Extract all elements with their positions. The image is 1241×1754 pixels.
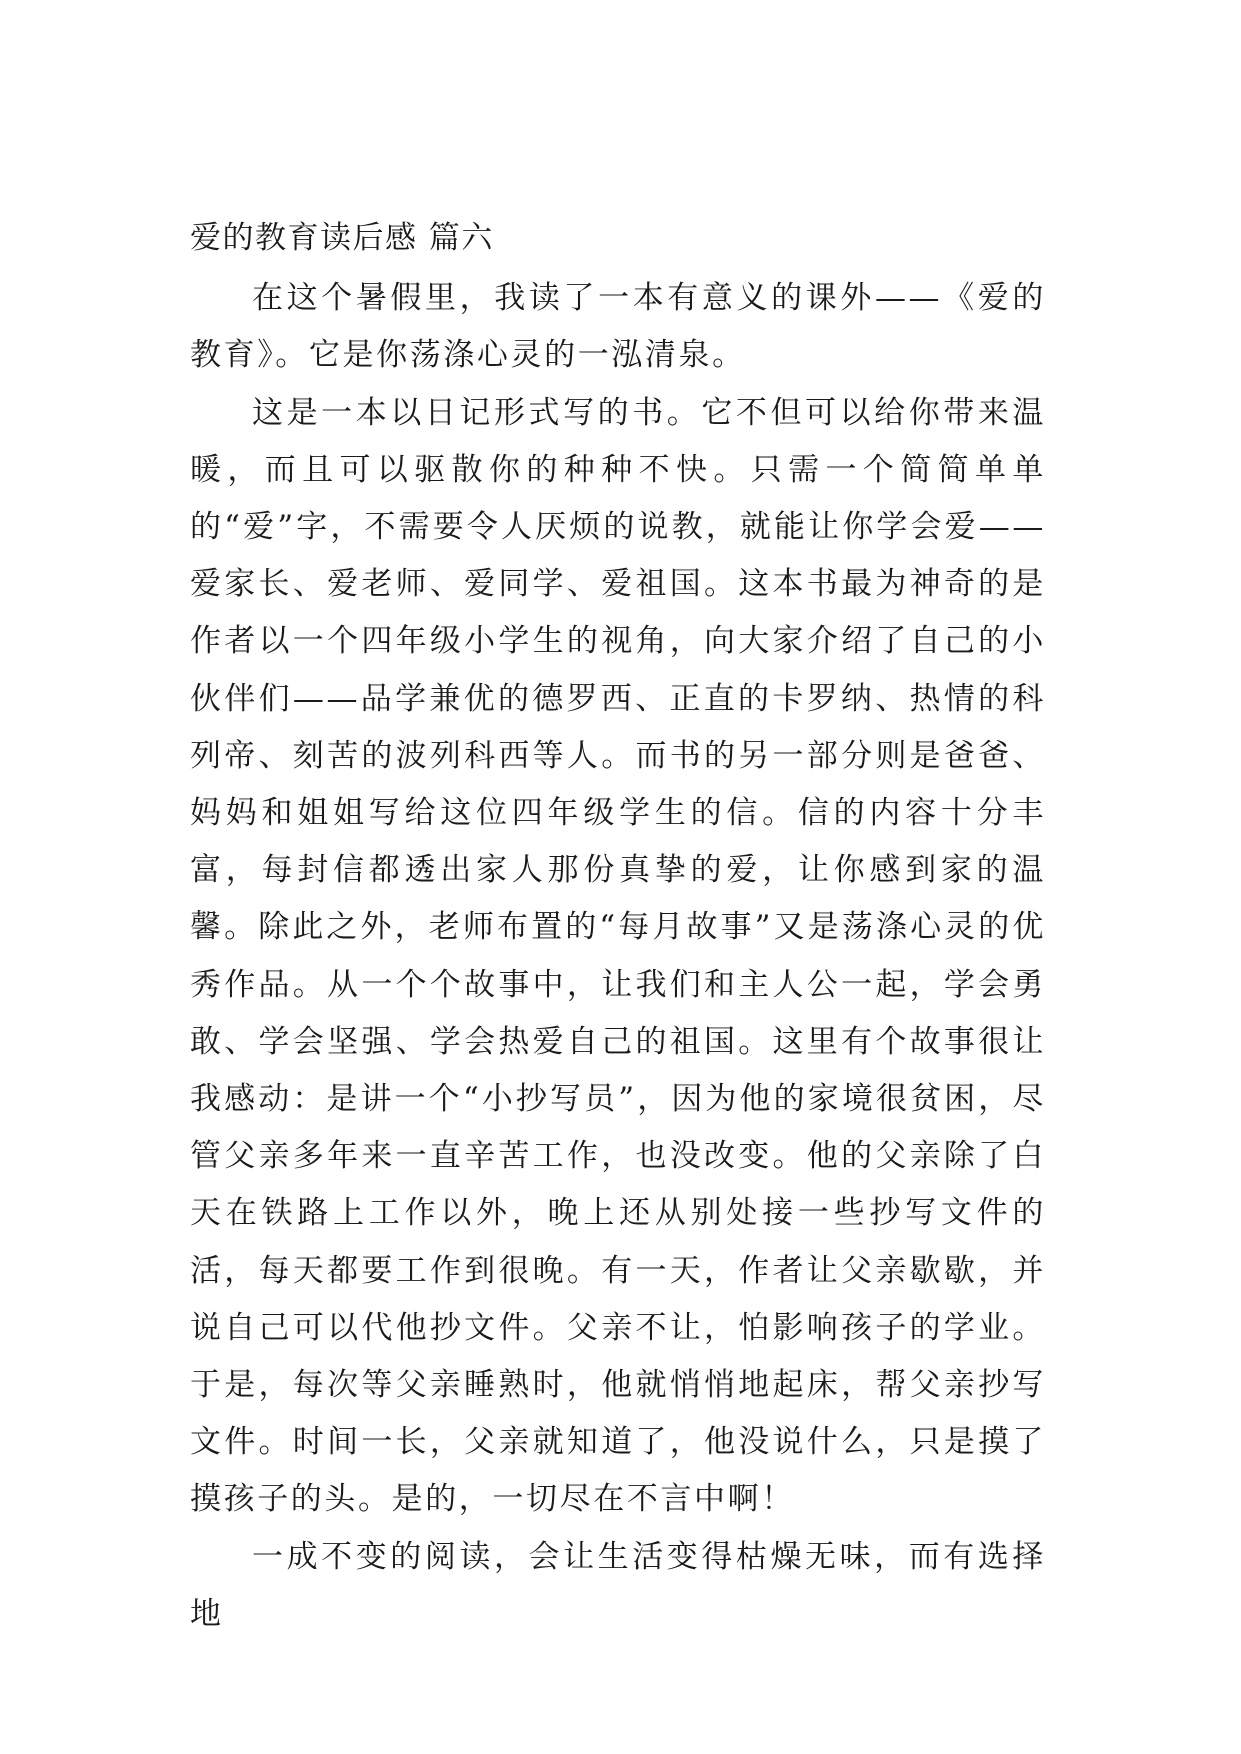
document-body [190, 210, 1046, 1643]
document-title: 爱的教育读后感 篇六 [190, 220, 494, 256]
paragraph-2: 这是一本以日记形式写的书。它不但可以给你带来温暖，而且可以驱散你的种种不快。只需一个简简单单的“爱”字，不需要令人厌烦的说教，就能让你学会爱——爱家长、爱老师、爱同学、爱祖国。这本书最为神奇的是作者以一个四年级小学生的视角，向大家介绍了自己的小伙伴们——品学兼优的德罗西、正直的卡罗纳、热情的科列帝、刻苦的波列科西等人。而书的另一部分则是爸爸、妈妈和姐姐写给这位四年级学生的信。信的内容十分丰富，每封信都透出家人那份真挚的爱，让你感到家的温馨。除此之外，老师布置的“每月故事”又是荡涤心灵的优秀作品。从一个个故事中，让我们和主人公一起，学会勇敢、学会坚强、学会热爱自己的祖国。这里有个故事很让我感动：是讲一个“小抄写员”，因为他的家境很贫困，尽管父亲多年来一直辛苦工作，也没改变。他的父亲除了白天在铁路上工作以外，晚上还从别处接一些抄写文件的活，每天都要工作到很晚。有一天，作者让父亲歇歇，并说自己可以代他抄文件。父亲不让，怕影响孩子的学业。于是，每次等父亲睡熟时，他就悄悄地起床，帮父亲抄写文件。时间一长，父亲就知道了，他没说什么，只是摸了摸孩子的头。是的，一切尽在不言中啊！ [190, 394, 1046, 1518]
paragraph-1: 在这个暑假里，我读了一本有意义的课外——《爱的教育》。它是你荡涤心灵的一泓清泉。 [190, 280, 1046, 374]
paragraph-3: 一成不变的阅读，会让生活变得枯燥无味，而有选择地 [190, 1538, 1046, 1632]
